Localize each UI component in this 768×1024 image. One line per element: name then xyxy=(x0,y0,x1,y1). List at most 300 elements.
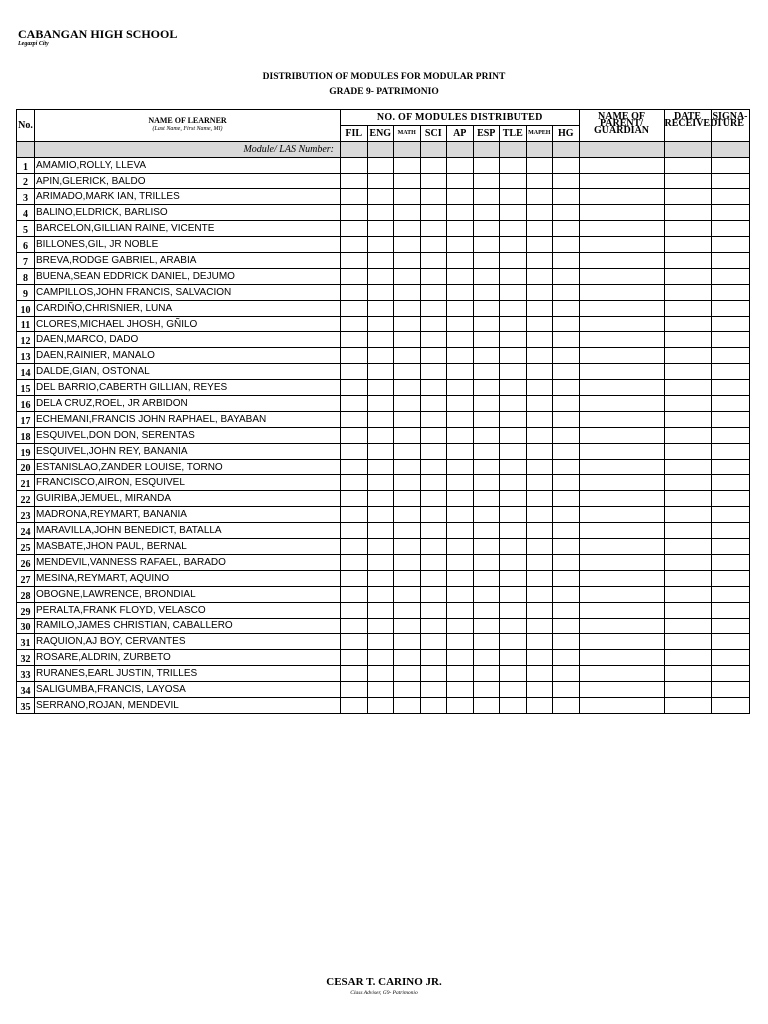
signature-cell[interactable] xyxy=(711,364,749,380)
parent-guardian-cell[interactable] xyxy=(579,253,664,269)
module-count-cell[interactable] xyxy=(394,316,421,332)
las-number-cell[interactable] xyxy=(367,141,394,157)
las-number-cell[interactable] xyxy=(579,141,664,157)
module-count-cell[interactable] xyxy=(553,682,580,698)
parent-guardian-cell[interactable] xyxy=(579,682,664,698)
signature-cell[interactable] xyxy=(711,411,749,427)
module-count-cell[interactable] xyxy=(420,237,447,253)
module-count-cell[interactable] xyxy=(367,523,394,539)
date-received-cell[interactable] xyxy=(664,459,711,475)
module-count-cell[interactable] xyxy=(473,586,500,602)
module-count-cell[interactable] xyxy=(500,300,527,316)
module-count-cell[interactable] xyxy=(341,221,368,237)
module-count-cell[interactable] xyxy=(526,570,553,586)
parent-guardian-cell[interactable] xyxy=(579,697,664,713)
module-count-cell[interactable] xyxy=(341,586,368,602)
module-count-cell[interactable] xyxy=(553,205,580,221)
module-count-cell[interactable] xyxy=(526,650,553,666)
module-count-cell[interactable] xyxy=(553,634,580,650)
module-count-cell[interactable] xyxy=(473,427,500,443)
module-count-cell[interactable] xyxy=(526,380,553,396)
date-received-cell[interactable] xyxy=(664,427,711,443)
signature-cell[interactable] xyxy=(711,332,749,348)
signature-cell[interactable] xyxy=(711,427,749,443)
module-count-cell[interactable] xyxy=(526,221,553,237)
module-count-cell[interactable] xyxy=(526,157,553,173)
module-count-cell[interactable] xyxy=(500,618,527,634)
module-count-cell[interactable] xyxy=(447,634,474,650)
module-count-cell[interactable] xyxy=(553,523,580,539)
module-count-cell[interactable] xyxy=(553,268,580,284)
date-received-cell[interactable] xyxy=(664,173,711,189)
date-received-cell[interactable] xyxy=(664,475,711,491)
module-count-cell[interactable] xyxy=(500,459,527,475)
module-count-cell[interactable] xyxy=(367,491,394,507)
module-count-cell[interactable] xyxy=(341,427,368,443)
module-count-cell[interactable] xyxy=(420,554,447,570)
module-count-cell[interactable] xyxy=(420,205,447,221)
module-count-cell[interactable] xyxy=(420,332,447,348)
module-count-cell[interactable] xyxy=(420,284,447,300)
module-count-cell[interactable] xyxy=(420,443,447,459)
module-count-cell[interactable] xyxy=(553,459,580,475)
module-count-cell[interactable] xyxy=(500,570,527,586)
signature-cell[interactable] xyxy=(711,491,749,507)
module-count-cell[interactable] xyxy=(526,205,553,221)
module-count-cell[interactable] xyxy=(367,189,394,205)
module-count-cell[interactable] xyxy=(420,348,447,364)
module-count-cell[interactable] xyxy=(473,570,500,586)
module-count-cell[interactable] xyxy=(447,157,474,173)
module-count-cell[interactable] xyxy=(500,427,527,443)
module-count-cell[interactable] xyxy=(553,157,580,173)
module-count-cell[interactable] xyxy=(447,475,474,491)
module-count-cell[interactable] xyxy=(500,237,527,253)
module-count-cell[interactable] xyxy=(473,364,500,380)
module-count-cell[interactable] xyxy=(394,300,421,316)
parent-guardian-cell[interactable] xyxy=(579,173,664,189)
parent-guardian-cell[interactable] xyxy=(579,523,664,539)
module-count-cell[interactable] xyxy=(553,697,580,713)
module-count-cell[interactable] xyxy=(473,618,500,634)
module-count-cell[interactable] xyxy=(420,634,447,650)
module-count-cell[interactable] xyxy=(473,507,500,523)
parent-guardian-cell[interactable] xyxy=(579,316,664,332)
module-count-cell[interactable] xyxy=(500,316,527,332)
module-count-cell[interactable] xyxy=(420,300,447,316)
module-count-cell[interactable] xyxy=(367,396,394,412)
module-count-cell[interactable] xyxy=(367,173,394,189)
module-count-cell[interactable] xyxy=(420,380,447,396)
module-count-cell[interactable] xyxy=(553,650,580,666)
module-count-cell[interactable] xyxy=(473,539,500,555)
date-received-cell[interactable] xyxy=(664,570,711,586)
module-count-cell[interactable] xyxy=(500,411,527,427)
signature-cell[interactable] xyxy=(711,396,749,412)
module-count-cell[interactable] xyxy=(500,523,527,539)
parent-guardian-cell[interactable] xyxy=(579,157,664,173)
module-count-cell[interactable] xyxy=(526,316,553,332)
date-received-cell[interactable] xyxy=(664,300,711,316)
module-count-cell[interactable] xyxy=(526,237,553,253)
module-count-cell[interactable] xyxy=(341,682,368,698)
module-count-cell[interactable] xyxy=(420,666,447,682)
module-count-cell[interactable] xyxy=(341,618,368,634)
module-count-cell[interactable] xyxy=(553,586,580,602)
date-received-cell[interactable] xyxy=(664,205,711,221)
module-count-cell[interactable] xyxy=(341,396,368,412)
las-number-cell[interactable] xyxy=(420,141,447,157)
module-count-cell[interactable] xyxy=(341,364,368,380)
module-count-cell[interactable] xyxy=(447,459,474,475)
module-count-cell[interactable] xyxy=(367,221,394,237)
module-count-cell[interactable] xyxy=(447,253,474,269)
module-count-cell[interactable] xyxy=(420,523,447,539)
module-count-cell[interactable] xyxy=(394,253,421,269)
module-count-cell[interactable] xyxy=(394,380,421,396)
module-count-cell[interactable] xyxy=(420,491,447,507)
parent-guardian-cell[interactable] xyxy=(579,634,664,650)
module-count-cell[interactable] xyxy=(447,586,474,602)
signature-cell[interactable] xyxy=(711,443,749,459)
module-count-cell[interactable] xyxy=(473,348,500,364)
module-count-cell[interactable] xyxy=(341,554,368,570)
las-number-cell[interactable] xyxy=(447,141,474,157)
module-count-cell[interactable] xyxy=(420,475,447,491)
module-count-cell[interactable] xyxy=(447,316,474,332)
module-count-cell[interactable] xyxy=(341,348,368,364)
module-count-cell[interactable] xyxy=(526,475,553,491)
parent-guardian-cell[interactable] xyxy=(579,507,664,523)
module-count-cell[interactable] xyxy=(447,173,474,189)
signature-cell[interactable] xyxy=(711,475,749,491)
parent-guardian-cell[interactable] xyxy=(579,491,664,507)
module-count-cell[interactable] xyxy=(500,507,527,523)
module-count-cell[interactable] xyxy=(394,523,421,539)
module-count-cell[interactable] xyxy=(367,157,394,173)
module-count-cell[interactable] xyxy=(394,697,421,713)
module-count-cell[interactable] xyxy=(394,666,421,682)
module-count-cell[interactable] xyxy=(341,316,368,332)
parent-guardian-cell[interactable] xyxy=(579,364,664,380)
las-number-cell[interactable] xyxy=(500,141,527,157)
module-count-cell[interactable] xyxy=(394,364,421,380)
module-count-cell[interactable] xyxy=(341,411,368,427)
module-count-cell[interactable] xyxy=(394,475,421,491)
module-count-cell[interactable] xyxy=(553,237,580,253)
parent-guardian-cell[interactable] xyxy=(579,666,664,682)
module-count-cell[interactable] xyxy=(447,682,474,698)
module-count-cell[interactable] xyxy=(367,507,394,523)
module-count-cell[interactable] xyxy=(500,554,527,570)
signature-cell[interactable] xyxy=(711,300,749,316)
las-number-cell[interactable] xyxy=(341,141,368,157)
date-received-cell[interactable] xyxy=(664,157,711,173)
module-count-cell[interactable] xyxy=(500,284,527,300)
module-count-cell[interactable] xyxy=(394,443,421,459)
module-count-cell[interactable] xyxy=(420,157,447,173)
module-count-cell[interactable] xyxy=(447,650,474,666)
date-received-cell[interactable] xyxy=(664,554,711,570)
module-count-cell[interactable] xyxy=(553,539,580,555)
module-count-cell[interactable] xyxy=(367,618,394,634)
module-count-cell[interactable] xyxy=(473,396,500,412)
date-received-cell[interactable] xyxy=(664,682,711,698)
las-number-cell[interactable] xyxy=(553,141,580,157)
module-count-cell[interactable] xyxy=(473,380,500,396)
module-count-cell[interactable] xyxy=(473,475,500,491)
module-count-cell[interactable] xyxy=(447,268,474,284)
module-count-cell[interactable] xyxy=(447,539,474,555)
date-received-cell[interactable] xyxy=(664,221,711,237)
module-count-cell[interactable] xyxy=(553,666,580,682)
module-count-cell[interactable] xyxy=(394,237,421,253)
module-count-cell[interactable] xyxy=(341,443,368,459)
module-count-cell[interactable] xyxy=(420,586,447,602)
module-count-cell[interactable] xyxy=(500,443,527,459)
module-count-cell[interactable] xyxy=(341,491,368,507)
module-count-cell[interactable] xyxy=(341,284,368,300)
module-count-cell[interactable] xyxy=(394,554,421,570)
module-count-cell[interactable] xyxy=(526,602,553,618)
module-count-cell[interactable] xyxy=(500,189,527,205)
signature-cell[interactable] xyxy=(711,205,749,221)
date-received-cell[interactable] xyxy=(664,237,711,253)
module-count-cell[interactable] xyxy=(341,157,368,173)
module-count-cell[interactable] xyxy=(473,300,500,316)
module-count-cell[interactable] xyxy=(341,332,368,348)
module-count-cell[interactable] xyxy=(500,268,527,284)
date-received-cell[interactable] xyxy=(664,666,711,682)
module-count-cell[interactable] xyxy=(500,697,527,713)
module-count-cell[interactable] xyxy=(447,618,474,634)
module-count-cell[interactable] xyxy=(526,666,553,682)
module-count-cell[interactable] xyxy=(420,618,447,634)
module-count-cell[interactable] xyxy=(420,682,447,698)
module-count-cell[interactable] xyxy=(526,300,553,316)
parent-guardian-cell[interactable] xyxy=(579,348,664,364)
module-count-cell[interactable] xyxy=(553,475,580,491)
signature-cell[interactable] xyxy=(711,697,749,713)
signature-cell[interactable] xyxy=(711,221,749,237)
module-count-cell[interactable] xyxy=(500,348,527,364)
module-count-cell[interactable] xyxy=(553,554,580,570)
module-count-cell[interactable] xyxy=(473,189,500,205)
module-count-cell[interactable] xyxy=(341,666,368,682)
module-count-cell[interactable] xyxy=(394,221,421,237)
module-count-cell[interactable] xyxy=(447,284,474,300)
date-received-cell[interactable] xyxy=(664,443,711,459)
module-count-cell[interactable] xyxy=(420,173,447,189)
las-number-cell[interactable] xyxy=(526,141,553,157)
module-count-cell[interactable] xyxy=(473,284,500,300)
las-number-cell[interactable] xyxy=(473,141,500,157)
module-count-cell[interactable] xyxy=(447,364,474,380)
date-received-cell[interactable] xyxy=(664,650,711,666)
module-count-cell[interactable] xyxy=(553,364,580,380)
las-number-cell[interactable] xyxy=(664,141,711,157)
date-received-cell[interactable] xyxy=(664,491,711,507)
module-count-cell[interactable] xyxy=(526,539,553,555)
module-count-cell[interactable] xyxy=(367,364,394,380)
module-count-cell[interactable] xyxy=(394,396,421,412)
module-count-cell[interactable] xyxy=(367,443,394,459)
module-count-cell[interactable] xyxy=(553,602,580,618)
module-count-cell[interactable] xyxy=(420,650,447,666)
signature-cell[interactable] xyxy=(711,570,749,586)
module-count-cell[interactable] xyxy=(473,173,500,189)
date-received-cell[interactable] xyxy=(664,268,711,284)
module-count-cell[interactable] xyxy=(526,586,553,602)
parent-guardian-cell[interactable] xyxy=(579,205,664,221)
module-count-cell[interactable] xyxy=(447,189,474,205)
module-count-cell[interactable] xyxy=(367,332,394,348)
module-count-cell[interactable] xyxy=(526,253,553,269)
parent-guardian-cell[interactable] xyxy=(579,570,664,586)
module-count-cell[interactable] xyxy=(394,682,421,698)
module-count-cell[interactable] xyxy=(341,602,368,618)
parent-guardian-cell[interactable] xyxy=(579,189,664,205)
module-count-cell[interactable] xyxy=(367,475,394,491)
module-count-cell[interactable] xyxy=(394,332,421,348)
date-received-cell[interactable] xyxy=(664,189,711,205)
module-count-cell[interactable] xyxy=(500,539,527,555)
module-count-cell[interactable] xyxy=(526,396,553,412)
module-count-cell[interactable] xyxy=(500,666,527,682)
module-count-cell[interactable] xyxy=(394,205,421,221)
signature-cell[interactable] xyxy=(711,253,749,269)
module-count-cell[interactable] xyxy=(420,364,447,380)
module-count-cell[interactable] xyxy=(367,586,394,602)
module-count-cell[interactable] xyxy=(473,157,500,173)
module-count-cell[interactable] xyxy=(447,221,474,237)
module-count-cell[interactable] xyxy=(367,348,394,364)
module-count-cell[interactable] xyxy=(526,284,553,300)
module-count-cell[interactable] xyxy=(553,411,580,427)
module-count-cell[interactable] xyxy=(367,284,394,300)
module-count-cell[interactable] xyxy=(500,396,527,412)
module-count-cell[interactable] xyxy=(447,380,474,396)
signature-cell[interactable] xyxy=(711,316,749,332)
module-count-cell[interactable] xyxy=(367,268,394,284)
module-count-cell[interactable] xyxy=(447,396,474,412)
date-received-cell[interactable] xyxy=(664,316,711,332)
parent-guardian-cell[interactable] xyxy=(579,586,664,602)
signature-cell[interactable] xyxy=(711,634,749,650)
module-count-cell[interactable] xyxy=(394,507,421,523)
module-count-cell[interactable] xyxy=(420,189,447,205)
module-count-cell[interactable] xyxy=(473,316,500,332)
module-count-cell[interactable] xyxy=(526,634,553,650)
module-count-cell[interactable] xyxy=(526,348,553,364)
module-count-cell[interactable] xyxy=(473,697,500,713)
parent-guardian-cell[interactable] xyxy=(579,475,664,491)
module-count-cell[interactable] xyxy=(420,411,447,427)
module-count-cell[interactable] xyxy=(500,205,527,221)
module-count-cell[interactable] xyxy=(473,554,500,570)
parent-guardian-cell[interactable] xyxy=(579,332,664,348)
module-count-cell[interactable] xyxy=(500,364,527,380)
module-count-cell[interactable] xyxy=(420,253,447,269)
module-count-cell[interactable] xyxy=(367,459,394,475)
module-count-cell[interactable] xyxy=(447,666,474,682)
module-count-cell[interactable] xyxy=(473,602,500,618)
module-count-cell[interactable] xyxy=(447,602,474,618)
module-count-cell[interactable] xyxy=(473,650,500,666)
module-count-cell[interactable] xyxy=(447,570,474,586)
module-count-cell[interactable] xyxy=(341,253,368,269)
module-count-cell[interactable] xyxy=(526,554,553,570)
module-count-cell[interactable] xyxy=(341,570,368,586)
module-count-cell[interactable] xyxy=(341,523,368,539)
module-count-cell[interactable] xyxy=(367,205,394,221)
module-count-cell[interactable] xyxy=(473,205,500,221)
signature-cell[interactable] xyxy=(711,523,749,539)
signature-cell[interactable] xyxy=(711,284,749,300)
module-count-cell[interactable] xyxy=(500,253,527,269)
signature-cell[interactable] xyxy=(711,173,749,189)
module-count-cell[interactable] xyxy=(394,586,421,602)
module-count-cell[interactable] xyxy=(473,332,500,348)
signature-cell[interactable] xyxy=(711,157,749,173)
date-received-cell[interactable] xyxy=(664,507,711,523)
module-count-cell[interactable] xyxy=(341,475,368,491)
module-count-cell[interactable] xyxy=(473,523,500,539)
module-count-cell[interactable] xyxy=(394,173,421,189)
module-count-cell[interactable] xyxy=(500,586,527,602)
module-count-cell[interactable] xyxy=(473,666,500,682)
signature-cell[interactable] xyxy=(711,268,749,284)
module-count-cell[interactable] xyxy=(500,602,527,618)
module-count-cell[interactable] xyxy=(526,491,553,507)
date-received-cell[interactable] xyxy=(664,634,711,650)
module-count-cell[interactable] xyxy=(367,539,394,555)
module-count-cell[interactable] xyxy=(447,427,474,443)
parent-guardian-cell[interactable] xyxy=(579,459,664,475)
module-count-cell[interactable] xyxy=(473,682,500,698)
signature-cell[interactable] xyxy=(711,189,749,205)
module-count-cell[interactable] xyxy=(367,602,394,618)
module-count-cell[interactable] xyxy=(526,697,553,713)
module-count-cell[interactable] xyxy=(447,332,474,348)
module-count-cell[interactable] xyxy=(553,491,580,507)
module-count-cell[interactable] xyxy=(526,411,553,427)
parent-guardian-cell[interactable] xyxy=(579,618,664,634)
module-count-cell[interactable] xyxy=(553,507,580,523)
signature-cell[interactable] xyxy=(711,237,749,253)
module-count-cell[interactable] xyxy=(500,332,527,348)
date-received-cell[interactable] xyxy=(664,586,711,602)
date-received-cell[interactable] xyxy=(664,332,711,348)
module-count-cell[interactable] xyxy=(394,570,421,586)
module-count-cell[interactable] xyxy=(367,411,394,427)
module-count-cell[interactable] xyxy=(553,570,580,586)
module-count-cell[interactable] xyxy=(367,316,394,332)
module-count-cell[interactable] xyxy=(447,205,474,221)
las-number-cell[interactable] xyxy=(394,141,421,157)
module-count-cell[interactable] xyxy=(420,602,447,618)
module-count-cell[interactable] xyxy=(553,253,580,269)
module-count-cell[interactable] xyxy=(500,380,527,396)
date-received-cell[interactable] xyxy=(664,364,711,380)
module-count-cell[interactable] xyxy=(447,697,474,713)
module-count-cell[interactable] xyxy=(526,618,553,634)
parent-guardian-cell[interactable] xyxy=(579,300,664,316)
module-count-cell[interactable] xyxy=(367,697,394,713)
parent-guardian-cell[interactable] xyxy=(579,411,664,427)
parent-guardian-cell[interactable] xyxy=(579,650,664,666)
parent-guardian-cell[interactable] xyxy=(579,539,664,555)
